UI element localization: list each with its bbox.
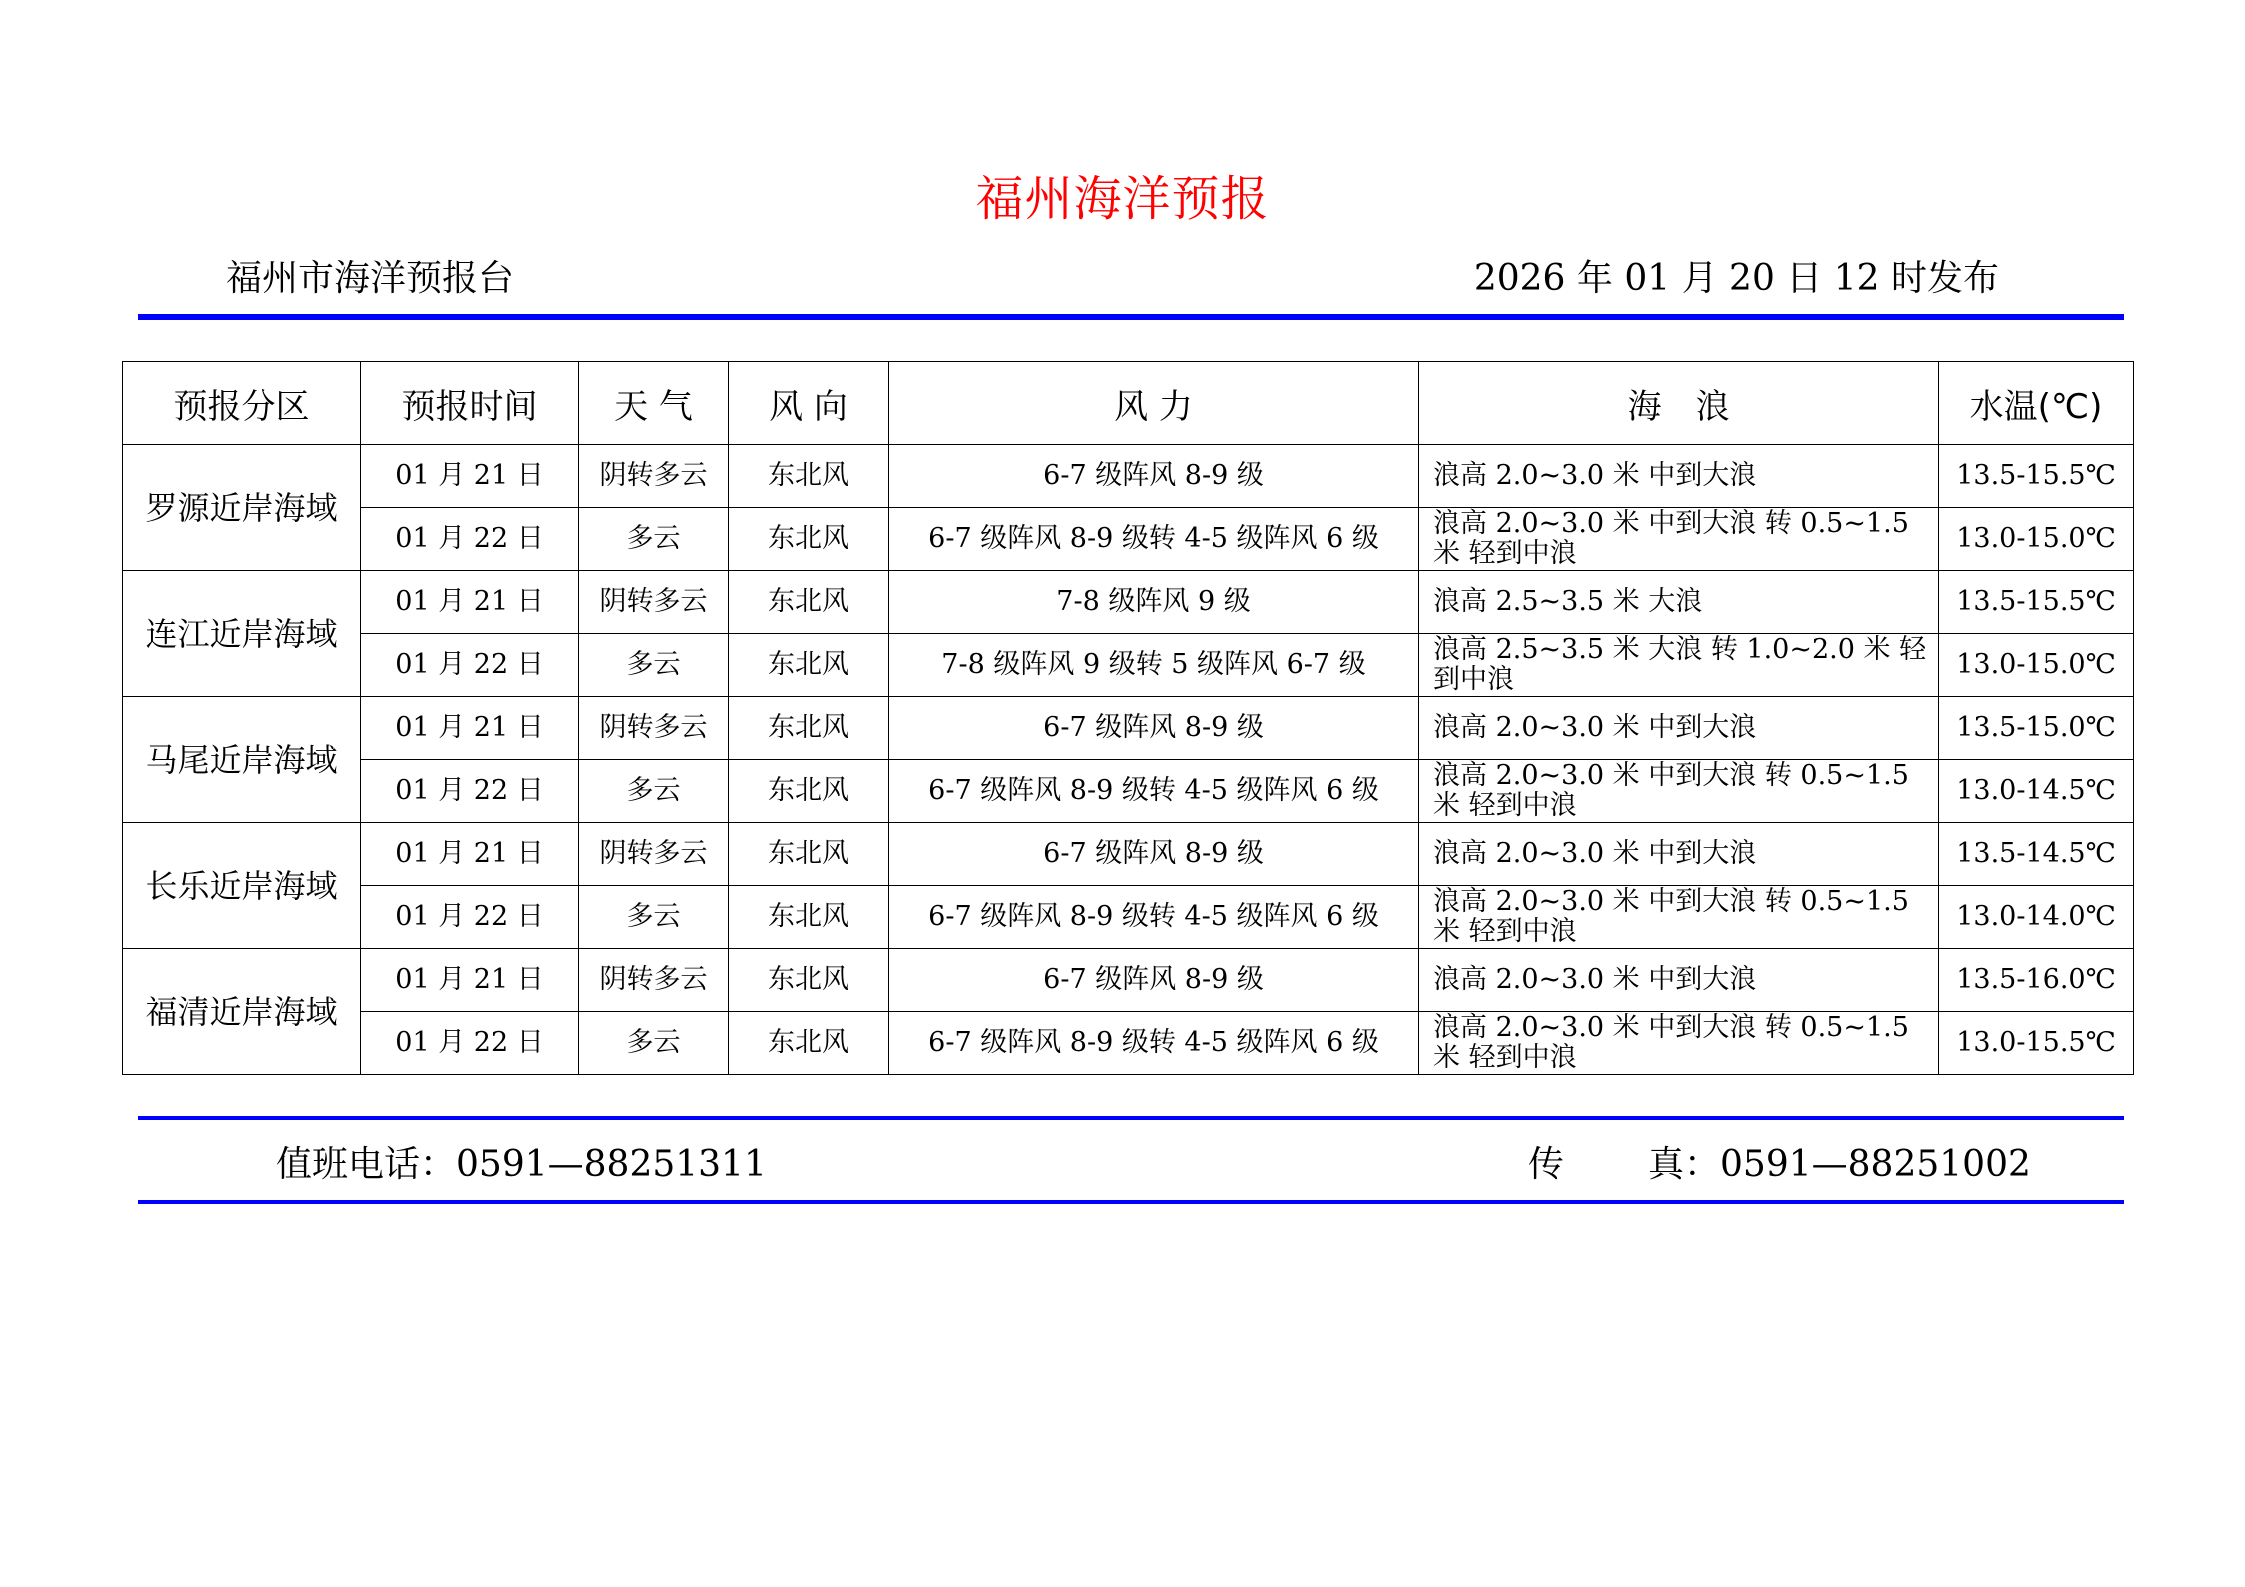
- fax-number: [1528, 1136, 2031, 1187]
- header-weather: 天 气: [579, 362, 729, 445]
- header-water-temp: 水温(℃): [1939, 362, 2134, 445]
- water-temp-cell: 13.0-15.0℃: [1939, 508, 2134, 571]
- header-wind-force: 风 力: [889, 362, 1419, 445]
- issuer-name: 福州市海洋预报台: [226, 258, 515, 299]
- weather-cell: 阴转多云: [579, 949, 729, 1012]
- wave-cell: 浪高 2.5~3.5 米 大浪: [1419, 571, 1939, 634]
- footer-top-rule: [138, 1116, 2124, 1120]
- weather-cell: 多云: [579, 886, 729, 949]
- table-row: [123, 634, 2134, 697]
- wave-cell: 浪高 2.0~3.0 米 中到大浪 转 0.5~1.5 米 轻到中浪: [1419, 1012, 1939, 1075]
- forecast-date: 01 月 22 日: [361, 1012, 579, 1075]
- fax-label-a: 传: [1528, 1144, 1565, 1185]
- wind-force-cell: 6-7 级阵风 8-9 级转 4-5 级阵风 6 级: [889, 508, 1419, 571]
- weather-cell: 阴转多云: [579, 697, 729, 760]
- wave-cell: 浪高 2.0~3.0 米 中到大浪: [1419, 823, 1939, 886]
- wind-direction-cell: 东北风: [729, 949, 889, 1012]
- wind-force-cell: 7-8 级阵风 9 级: [889, 571, 1419, 634]
- weather-cell: 多云: [579, 760, 729, 823]
- wave-cell: 浪高 2.0~3.0 米 中到大浪: [1419, 697, 1939, 760]
- wind-force-cell: 6-7 级阵风 8-9 级: [889, 823, 1419, 886]
- table-row: [123, 697, 2134, 760]
- weather-cell: 阴转多云: [579, 571, 729, 634]
- water-temp-cell: 13.5-16.0℃: [1939, 949, 2134, 1012]
- wind-force-cell: 6-7 级阵风 8-9 级转 4-5 级阵风 6 级: [889, 760, 1419, 823]
- duty-phone: [276, 1136, 767, 1187]
- table-row: [123, 445, 2134, 508]
- issue-time: 2026 年 01 月 20 日 12 时发布: [1473, 258, 1999, 299]
- water-temp-cell: 13.0-15.0℃: [1939, 634, 2134, 697]
- wind-direction-cell: 东北风: [729, 760, 889, 823]
- area-name: 长乐近岸海域: [123, 823, 361, 949]
- wave-cell: 浪高 2.5~3.5 米 大浪 转 1.0~2.0 米 轻到中浪: [1419, 634, 1939, 697]
- table-row: [123, 886, 2134, 949]
- forecast-date: 01 月 22 日: [361, 886, 579, 949]
- wind-force-cell: 7-8 级阵风 9 级转 5 级阵风 6-7 级: [889, 634, 1419, 697]
- header-wave: 海 浪: [1419, 362, 1939, 445]
- table-row: [123, 571, 2134, 634]
- wind-direction-cell: 东北风: [729, 823, 889, 886]
- wave-cell: 浪高 2.0~3.0 米 中到大浪: [1419, 949, 1939, 1012]
- wave-cell: 浪高 2.0~3.0 米 中到大浪: [1419, 445, 1939, 508]
- weather-cell: 多云: [579, 634, 729, 697]
- table-body: [123, 445, 2134, 1075]
- fax-label-b: 真：: [1648, 1144, 1721, 1185]
- weather-cell: 阴转多云: [579, 823, 729, 886]
- duty-number: 0591—88251311: [456, 1144, 767, 1185]
- water-temp-cell: 13.0-14.5℃: [1939, 760, 2134, 823]
- forecast-date: 01 月 21 日: [361, 697, 579, 760]
- area-name: 罗源近岸海域: [123, 445, 361, 571]
- wind-direction-cell: 东北风: [729, 571, 889, 634]
- water-temp-cell: 13.5-15.0℃: [1939, 697, 2134, 760]
- wave-cell: 浪高 2.0~3.0 米 中到大浪 转 0.5~1.5 米 轻到中浪: [1419, 760, 1939, 823]
- forecast-date: 01 月 21 日: [361, 571, 579, 634]
- footer-bottom-rule: [138, 1200, 2124, 1204]
- header-time: 预报时间: [361, 362, 579, 445]
- table-row: [123, 760, 2134, 823]
- area-name: 福清近岸海域: [123, 949, 361, 1075]
- forecast-date: 01 月 22 日: [361, 760, 579, 823]
- wind-direction-cell: 东北风: [729, 634, 889, 697]
- table-row: [123, 823, 2134, 886]
- wind-force-cell: 6-7 级阵风 8-9 级: [889, 697, 1419, 760]
- wind-direction-cell: 东北风: [729, 697, 889, 760]
- area-name: 马尾近岸海域: [123, 697, 361, 823]
- wind-force-cell: 6-7 级阵风 8-9 级: [889, 949, 1419, 1012]
- wind-force-cell: 6-7 级阵风 8-9 级转 4-5 级阵风 6 级: [889, 1012, 1419, 1075]
- wind-direction-cell: 东北风: [729, 445, 889, 508]
- weather-cell: 多云: [579, 508, 729, 571]
- wind-direction-cell: 东北风: [729, 1012, 889, 1075]
- forecast-date: 01 月 21 日: [361, 445, 579, 508]
- wind-direction-cell: 东北风: [729, 886, 889, 949]
- weather-cell: 多云: [579, 1012, 729, 1075]
- wave-cell: 浪高 2.0~3.0 米 中到大浪 转 0.5~1.5 米 轻到中浪: [1419, 886, 1939, 949]
- area-name: 连江近岸海域: [123, 571, 361, 697]
- forecast-date: 01 月 21 日: [361, 823, 579, 886]
- wave-cell: 浪高 2.0~3.0 米 中到大浪 转 0.5~1.5 米 轻到中浪: [1419, 508, 1939, 571]
- header-rule: [138, 314, 2124, 320]
- table-row: [123, 508, 2134, 571]
- water-temp-cell: 13.5-15.5℃: [1939, 571, 2134, 634]
- duty-label: 值班电话：: [276, 1144, 457, 1185]
- water-temp-cell: 13.0-14.0℃: [1939, 886, 2134, 949]
- wind-force-cell: 6-7 级阵风 8-9 级: [889, 445, 1419, 508]
- forecast-date: 01 月 22 日: [361, 634, 579, 697]
- water-temp-cell: 13.0-15.5℃: [1939, 1012, 2134, 1075]
- forecast-date: 01 月 21 日: [361, 949, 579, 1012]
- table-row: [123, 949, 2134, 1012]
- weather-cell: 阴转多云: [579, 445, 729, 508]
- table-row: [123, 1012, 2134, 1075]
- wind-direction-cell: 东北风: [729, 508, 889, 571]
- table-header-row: [123, 362, 2134, 445]
- page-title: 福州海洋预报: [975, 171, 1270, 227]
- forecast-date: 01 月 22 日: [361, 508, 579, 571]
- fax-value: 0591—88251002: [1720, 1144, 2031, 1185]
- water-temp-cell: 13.5-15.5℃: [1939, 445, 2134, 508]
- header-area: 预报分区: [123, 362, 361, 445]
- wind-force-cell: 6-7 级阵风 8-9 级转 4-5 级阵风 6 级: [889, 886, 1419, 949]
- forecast-table: [122, 361, 2134, 1075]
- water-temp-cell: 13.5-14.5℃: [1939, 823, 2134, 886]
- header-wind-direction: 风 向: [729, 362, 889, 445]
